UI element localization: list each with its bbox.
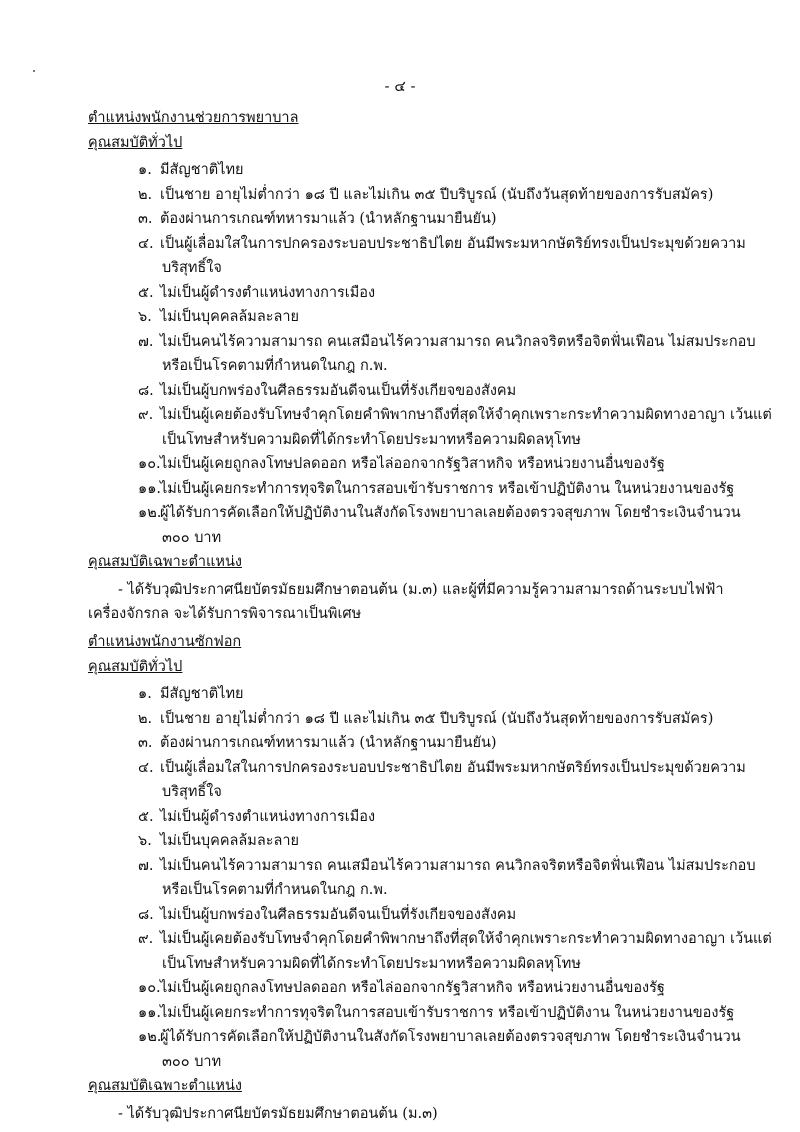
qualification-item <box>138 1003 734 1023</box>
item-number: ๑. <box>138 686 152 702</box>
item-text: ผู้ได้รับการคัดเลือกให้ปฏิบัติงานในสังกัดโรงพยาบาลเลยต้องตรวจสุขภาพ โดยชำระเงินจำนวน <box>160 505 741 521</box>
qualification-item <box>138 381 516 401</box>
item-continuation: ๓๐๐ บาท <box>162 1053 222 1070</box>
specific-qualification-line: เครื่องจักรกล จะได้รับการพิจารณาเป็นพิเศษ <box>88 606 362 622</box>
item-number: ๑๐. <box>138 980 161 996</box>
qualification-item <box>138 1027 741 1047</box>
specific-qualifications-heading: คุณสมบัติเฉพาะตำแหน่ง <box>88 554 242 570</box>
qualification-item <box>138 831 299 851</box>
item-continuation: บริสุทธิ์ใจ <box>162 260 222 276</box>
qualification-item <box>138 684 244 704</box>
item-continuation: หรือเป็นโรคตามที่กำหนดในกฎ ก.พ. <box>162 358 388 374</box>
item-number: ๓. <box>138 211 153 227</box>
item-continuation: หรือเป็นโรคตามที่กำหนดในกฎ ก.พ. <box>162 882 388 898</box>
specific-qualification-line: - ได้รับวุฒิประกาศนียบัตรมัธยมศึกษาตอนต้น (ม.๓) และผู้ที่มีความรู้ความสามารถด้านระบบไฟฟ้า <box>118 581 724 598</box>
item-number: ๓. <box>138 735 153 751</box>
item-number: ๒. <box>138 186 153 203</box>
qualification-item <box>138 454 665 474</box>
item-continuation: เป็นโทษสำหรับความผิดที่ได้กระทำโดยประมาทหรือความผิดลหุโทษ <box>162 431 581 448</box>
item-number: ๑๑. <box>138 480 162 497</box>
specific-qualification-line: - ได้รับวุฒิประกาศนียบัตรมัธยมศึกษาตอนต้น (ม.๓) <box>118 1105 438 1122</box>
item-text: เป็นชาย อายุไม่ต่ำกว่า ๑๘ ปี และไม่เกิน ๓๕ ปีบริบูรณ์ (นับถึงวันสุดท้ายของการรับสมัคร) <box>160 710 714 727</box>
qualification-item <box>138 209 497 229</box>
item-text: ไม่เป็นบุคคลล้มละลาย <box>160 833 300 849</box>
position-title: ตำแหน่งพนักงานช่วยการพยาบาล <box>88 110 299 126</box>
item-text: ไม่เป็นผู้ดำรงตำแหน่งทางการเมือง <box>160 808 376 825</box>
scan-speck <box>33 70 35 72</box>
qualification-item <box>138 929 772 949</box>
item-text: ไม่เป็นผู้บกพร่องในศีลธรรมอันดีจนเป็นที่รังเกียจของสังคม <box>160 906 517 923</box>
item-text: มีสัญชาติไทย <box>160 686 244 702</box>
item-number: ๖. <box>138 309 152 325</box>
item-text: ไม่เป็นคนไร้ความสามารถ คนเสมือนไร้ความสามารถ คนวิกลจริตหรือจิตฟั่นเฟือน ไม่สมประกอบ <box>160 857 756 874</box>
item-continuation: เป็นโทษสำหรับความผิดที่ได้กระทำโดยประมาทหรือความผิดลหุโทษ <box>162 955 581 972</box>
general-qualifications-heading: คุณสมบัติทั่วไป <box>88 134 183 151</box>
item-text: เป็นชาย อายุไม่ต่ำกว่า ๑๘ ปี และไม่เกิน ๓๕ ปีบริบูรณ์ (นับถึงวันสุดท้ายของการรับสมัคร) <box>160 186 714 203</box>
item-number: ๕. <box>138 284 154 301</box>
item-number: ๑๒. <box>138 1029 162 1045</box>
item-text: มีสัญชาติไทย <box>160 162 244 178</box>
item-number: ๗. <box>138 857 154 874</box>
qualification-item <box>138 733 497 753</box>
qualification-item <box>138 503 741 523</box>
qualification-item <box>138 283 375 303</box>
qualification-item <box>138 807 375 827</box>
item-number: ๑๒. <box>138 505 162 521</box>
item-number: ๖. <box>138 833 152 849</box>
qualification-item <box>138 185 713 205</box>
qualification-item <box>138 479 734 499</box>
qualification-item <box>138 332 756 352</box>
item-continuation: บริสุทธิ์ใจ <box>162 784 222 800</box>
item-number: ๗. <box>138 333 154 350</box>
item-text: ไม่เป็นบุคคลล้มละลาย <box>160 309 300 325</box>
item-number: ๙. <box>138 407 154 423</box>
item-text: ผู้ได้รับการคัดเลือกให้ปฏิบัติงานในสังกัดโรงพยาบาลเลยต้องตรวจสุขภาพ โดยชำระเงินจำนวน <box>160 1029 741 1045</box>
item-text: ไม่เป็นผู้เคยกระทำการทุจริตในการสอบเข้ารับราชการ หรือเข้าปฏิบัติงาน ในหน่วยงานของรัฐ <box>160 480 735 497</box>
item-text: เป็นผู้เลื่อมใสในการปกครองระบอบประชาธิปไตย อันมีพระมหากษัตริย์ทรงเป็นประมุขด้วยความ <box>160 759 746 776</box>
item-text: ไม่เป็นผู้เคยถูกลงโทษปลดออก หรือไล่ออกจากรัฐวิสาหกิจ หรือหน่วยงานอื่นของรัฐ <box>160 980 665 996</box>
item-text: ต้องผ่านการเกณฑ์ทหารมาแล้ว (นำหลักฐานมายืนยัน) <box>160 735 497 751</box>
qualification-item <box>138 856 756 876</box>
general-qualifications-heading: คุณสมบัติทั่วไป <box>88 658 183 675</box>
item-number: ๘. <box>138 906 154 923</box>
qualification-item <box>138 978 665 998</box>
item-text: ไม่เป็นผู้เคยต้องรับโทษจำคุกโดยคำพิพากษาถึงที่สุดให้จำคุกเพราะกระทำความผิดทางอาญา เว้นแต่ <box>160 931 772 947</box>
item-continuation: ๓๐๐ บาท <box>162 529 222 546</box>
page-number: - ๔ - <box>384 77 416 95</box>
qualification-item <box>138 160 244 180</box>
qualification-item <box>138 307 299 327</box>
item-text: ไม่เป็นผู้เคยถูกลงโทษปลดออก หรือไล่ออกจากรัฐวิสาหกิจ หรือหน่วยงานอื่นของรัฐ <box>160 456 665 472</box>
item-text: ไม่เป็นผู้เคยต้องรับโทษจำคุกโดยคำพิพากษาถึงที่สุดให้จำคุกเพราะกระทำความผิดทางอาญา เว้นแต่ <box>160 407 772 423</box>
position-title: ตำแหน่งพนักงานซักฟอก <box>88 634 242 650</box>
item-number: ๔. <box>138 759 154 776</box>
item-text: ต้องผ่านการเกณฑ์ทหารมาแล้ว (นำหลักฐานมายืนยัน) <box>160 211 497 227</box>
item-text: ไม่เป็นผู้ดำรงตำแหน่งทางการเมือง <box>160 284 376 301</box>
item-number: ๙. <box>138 931 154 947</box>
qualification-item <box>138 234 746 254</box>
qualification-item <box>138 905 516 925</box>
item-text: ไม่เป็นคนไร้ความสามารถ คนเสมือนไร้ความสามารถ คนวิกลจริตหรือจิตฟั่นเฟือน ไม่สมประกอบ <box>160 333 756 350</box>
item-number: ๔. <box>138 235 154 252</box>
item-number: ๕. <box>138 808 154 825</box>
item-text: ไม่เป็นผู้เคยกระทำการทุจริตในการสอบเข้ารับราชการ หรือเข้าปฏิบัติงาน ในหน่วยงานของรัฐ <box>160 1004 735 1021</box>
specific-qualifications-heading: คุณสมบัติเฉพาะตำแหน่ง <box>88 1078 242 1094</box>
item-text: ไม่เป็นผู้บกพร่องในศีลธรรมอันดีจนเป็นที่รังเกียจของสังคม <box>160 382 517 399</box>
item-text: เป็นผู้เลื่อมใสในการปกครองระบอบประชาธิปไตย อันมีพระมหากษัตริย์ทรงเป็นประมุขด้วยความ <box>160 235 746 252</box>
qualification-item <box>138 709 713 729</box>
item-number: ๒. <box>138 710 153 727</box>
item-number: ๘. <box>138 382 154 399</box>
qualification-item <box>138 758 746 778</box>
item-number: ๑. <box>138 162 152 178</box>
qualification-item <box>138 405 772 425</box>
item-number: ๑๑. <box>138 1004 162 1021</box>
item-number: ๑๐. <box>138 456 161 472</box>
